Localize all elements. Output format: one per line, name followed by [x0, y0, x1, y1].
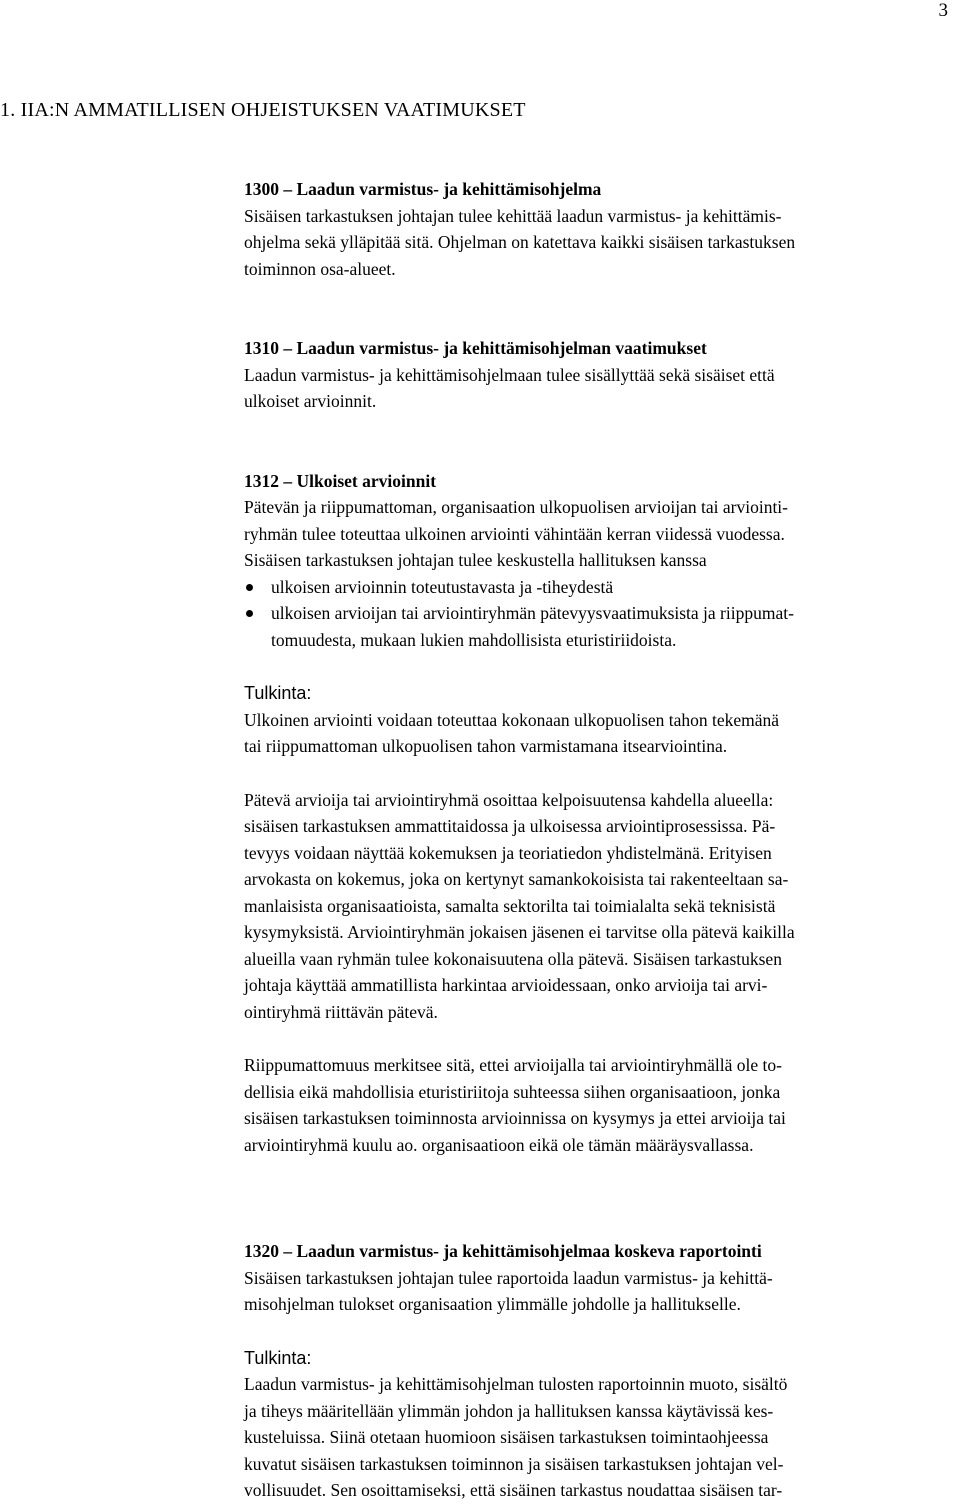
text-line: Sisäisen tarkastuksen johtajan tulee kehittää laadun varmistus- ja kehittämis- [244, 205, 782, 226]
text-line: kusteluissa. Siinä otetaan huomioon sisäisen tarkastuksen toimintaohjeessa [244, 1427, 769, 1447]
text-line: ulkoiset arvioinnit. [244, 391, 377, 411]
text-line: toiminnon osa-alueet. [244, 258, 396, 279]
section-1320 [244, 1238, 956, 1504]
text-line: ryhmän tulee toteuttaa ulkoinen arviointi vähintään kerran viidessä vuodessa. [244, 523, 785, 544]
text-line: Pätevän ja riippumattoman, organisaation ulkopuolisen arvioijan tai arviointi- [244, 497, 788, 517]
text-line: Laadun varmistus- ja kehittämisohjelmaan tulee sisällyttää sekä sisäiset että [244, 364, 775, 385]
text-line: sisäisen tarkastuksen ammattitaidossa ja ulkoisessa arviointiprosessissa. Pä- [244, 816, 776, 836]
text-line: sisäisen tarkastuksen toiminnosta arvioinnissa on kysymys ja ettei arvioija tai [244, 1108, 786, 1128]
section-1310-heading: 1310 – Laadun varmistus- ja kehittämisohjelman vaatimukset [244, 338, 707, 358]
tulkinta-paragraph-1 [244, 707, 956, 760]
bullet-icon [246, 584, 253, 591]
bullet-icon [246, 610, 253, 617]
text-line: ja tiheys määritellään ylimmän johdon ja hallituksen kanssa käytävissä kes- [244, 1400, 774, 1421]
bullet-list [244, 574, 956, 654]
text-line: vollisuudet. Sen osoittamiseksi, että sisäinen tarkastus noudattaa sisäisen tar- [244, 1480, 783, 1500]
text-line: misohjelman tulokset organisaation ylimmälle johdolle ja hallitukselle. [244, 1294, 741, 1314]
text-line: Riippumattomuus merkitsee sitä, ettei arvioijalla tai arviointiryhmällä ole to- [244, 1055, 782, 1075]
text-line: Ulkoinen arviointi voidaan toteuttaa kokonaan ulkopuolisen tahon tekemänä [244, 709, 780, 730]
text-line: arvokasta on kokemus, joka on kertynyt samankokoisista tai rakenteeltaan sa- [244, 869, 789, 889]
text-line: Pätevä arvioija tai arviointiryhmä osoittaa kelpoisuutensa kahdella alueella: [244, 789, 774, 810]
text-line: Laadun varmistus- ja kehittämisohjelman tulosten raportoinnin muoto, sisältö [244, 1374, 788, 1394]
tulkinta-paragraph-2 [244, 787, 956, 1026]
section-1300 [244, 176, 956, 282]
section-1310-text [244, 362, 956, 415]
bullet-item [244, 600, 956, 653]
bullet-item [244, 574, 956, 601]
chapter-title: 1. IIA:N AMMATILLISEN OHJEISTUKSEN VAATIMUKSET [0, 99, 526, 121]
tulkinta-paragraph-1 [244, 1371, 956, 1504]
document-body [244, 176, 956, 1504]
text-line: kuvatut sisäisen tarkastuksen toiminnon ja sisäisen tarkastuksen johtajan vel- [244, 1453, 784, 1474]
text-line: manlaisista organisaatioista, samalta sektorilta tai toimialalta sekä teknisistä [244, 895, 776, 916]
text-line: ulkoisen arvioinnin toteutustavasta ja -tiheydestä [271, 576, 614, 597]
tulkinta-label: Tulkinta: [244, 683, 312, 703]
text-line: ohjelma sekä ylläpitää sitä. Ohjelman on katettava kaikki sisäisen tarkastuksen [244, 232, 796, 252]
text-line: tomuudesta, mukaan lukien mahdollisista eturistiriidoista. [271, 629, 677, 650]
section-1310 [244, 335, 956, 415]
section-1312-text [244, 494, 956, 574]
section-1320-heading: 1320 – Laadun varmistus- ja kehittämisohjelmaa koskeva raportointi [244, 1241, 762, 1261]
text-line: johtaja käyttää ammatillista harkintaa arvioidessaan, onko arvioija tai arvi- [244, 975, 768, 995]
text-line: arviointiryhmä kuulu ao. organisaatioon eikä ole tämän määräysvallassa. [244, 1134, 754, 1155]
section-1300-heading: 1300 – Laadun varmistus- ja kehittämisohjelma [244, 179, 602, 199]
text-line: dellisia eikä mahdollisia eturistiriitoja suhteessa siihen organisaatioon, jonka [244, 1081, 781, 1102]
text-line: ointiryhmä riittävän pätevä. [244, 1001, 438, 1022]
tulkinta-label: Tulkinta: [244, 1347, 312, 1368]
text-line: Sisäisen tarkastuksen johtajan tulee raportoida laadun varmistus- ja kehittä- [244, 1267, 773, 1288]
tulkinta-paragraph-3 [244, 1052, 956, 1158]
page-number: 3 [938, 0, 948, 21]
text-line: tevyys voidaan näyttää kokemuksen ja teoriatiedon yhdistelmänä. Erityisen [244, 842, 772, 863]
section-1312-heading: 1312 – Ulkoiset arvioinnit [244, 470, 437, 491]
section-1312 [244, 468, 956, 1159]
section-1300-text [244, 203, 956, 283]
text-line: alueilla vaan ryhmän tulee kokonaisuutena olla pätevä. Sisäisen tarkastuksen [244, 948, 782, 969]
text-line: ulkoisen arvioijan tai arviointiryhmän pätevyysvaatimuksista ja riippumat- [271, 603, 794, 623]
text-line: Sisäisen tarkastuksen johtajan tulee keskustella hallituksen kanssa [244, 550, 707, 570]
section-1320-text [244, 1265, 956, 1318]
text-line: kysymyksistä. Arviointiryhmän jokaisen jäsenen ei tarvitse olla pätevä kaikilla [244, 922, 795, 942]
text-line: tai riippumattoman ulkopuolisen tahon varmistamana itsearviointina. [244, 736, 728, 756]
